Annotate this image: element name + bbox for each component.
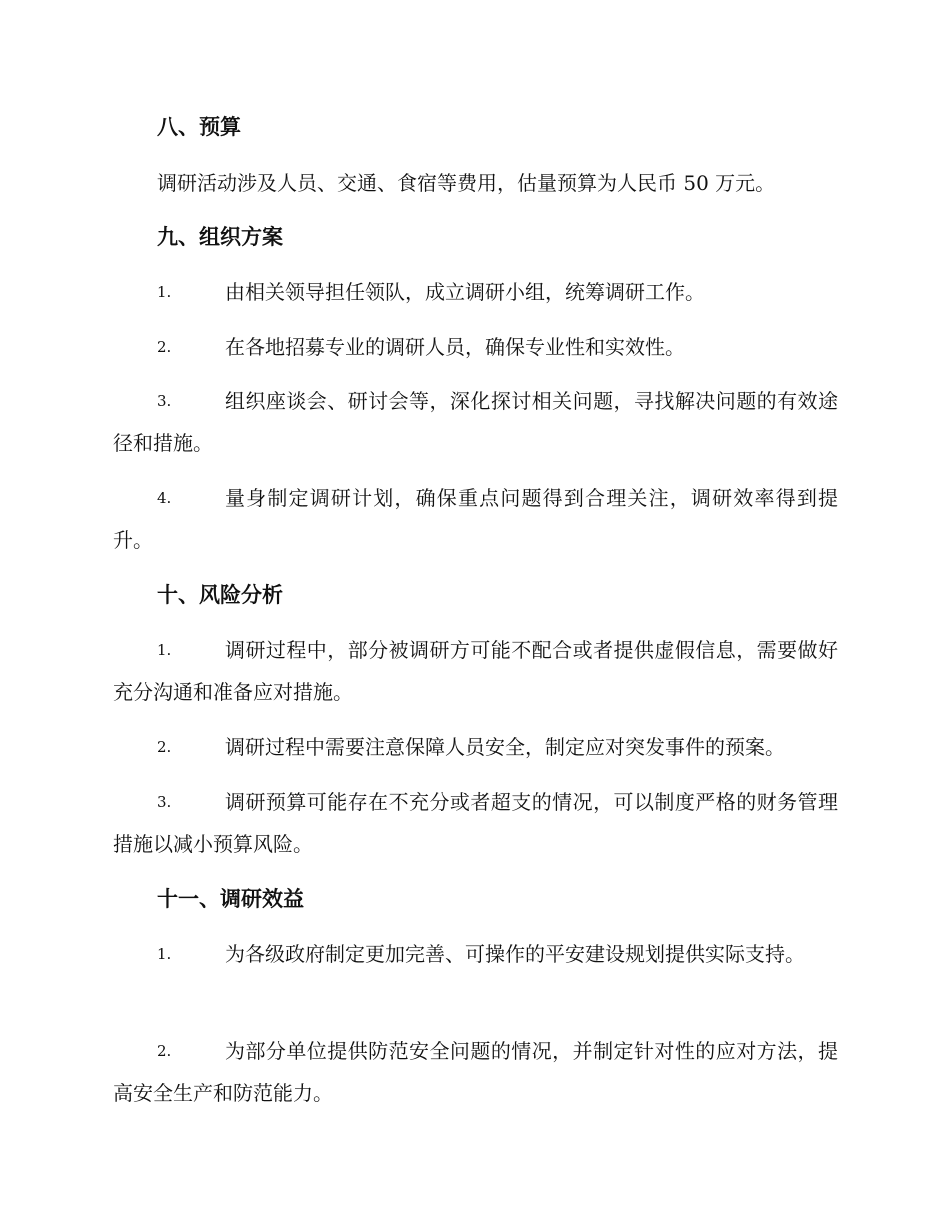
list-item-number: 3. bbox=[157, 392, 172, 410]
list-item-number: 2. bbox=[157, 1042, 172, 1060]
list-item bbox=[113, 726, 838, 768]
budget-paragraph: 调研活动涉及人员、交通、食宿等费用，估量预算为人民币 50 万元。 bbox=[157, 171, 776, 195]
list-item bbox=[113, 271, 838, 313]
list-item bbox=[113, 933, 838, 975]
list-item-text: 在各地招募专业的调研人员，确保专业性和实效性。 bbox=[225, 335, 685, 359]
list-item-text: 量身制定调研计划，确保重点问题得到合理关注，调研效率得到提升。 bbox=[113, 486, 838, 552]
list-item bbox=[113, 326, 838, 368]
list-item-text: 为部分单位提供防范安全问题的情况，并制定针对性的应对方法，提高安全生产和防范能力。 bbox=[113, 1039, 838, 1105]
section-title-benefit: 十一、调研效益 bbox=[157, 886, 304, 911]
list-item-number: 2. bbox=[157, 738, 172, 756]
list-item-number: 1. bbox=[157, 945, 172, 963]
section-title-budget: 八、预算 bbox=[157, 114, 241, 139]
list-item-number: 1. bbox=[157, 283, 172, 301]
list-item-number: 1. bbox=[157, 641, 172, 659]
list-item-text: 为各级政府制定更加完善、可操作的平安建设规划提供实际支持。 bbox=[225, 942, 805, 966]
list-item-number: 4. bbox=[157, 489, 172, 507]
list-item-text: 由相关领导担任领队，成立调研小组，统筹调研工作。 bbox=[225, 280, 705, 304]
list-item-number: 3. bbox=[157, 793, 172, 811]
list-item bbox=[113, 781, 838, 865]
list-item-text: 调研过程中需要注意保障人员安全，制定应对突发事件的预案。 bbox=[225, 735, 785, 759]
list-item bbox=[113, 477, 838, 561]
section-title-risk: 十、风险分析 bbox=[157, 582, 283, 607]
list-item-text: 组织座谈会、研讨会等，深化探讨相关问题，寻找解决问题的有效途径和措施。 bbox=[113, 389, 838, 455]
section-title-organization: 九、组织方案 bbox=[157, 224, 283, 249]
list-item bbox=[113, 1030, 838, 1114]
list-item-text: 调研过程中，部分被调研方可能不配合或者提供虚假信息，需要做好充分沟通和准备应对措施。 bbox=[113, 638, 838, 704]
list-item-number: 2. bbox=[157, 338, 172, 356]
list-item-text: 调研预算可能存在不充分或者超支的情况，可以制度严格的财务管理措施以减小预算风险。 bbox=[113, 790, 838, 856]
list-item bbox=[113, 380, 838, 464]
list-item bbox=[113, 629, 838, 713]
